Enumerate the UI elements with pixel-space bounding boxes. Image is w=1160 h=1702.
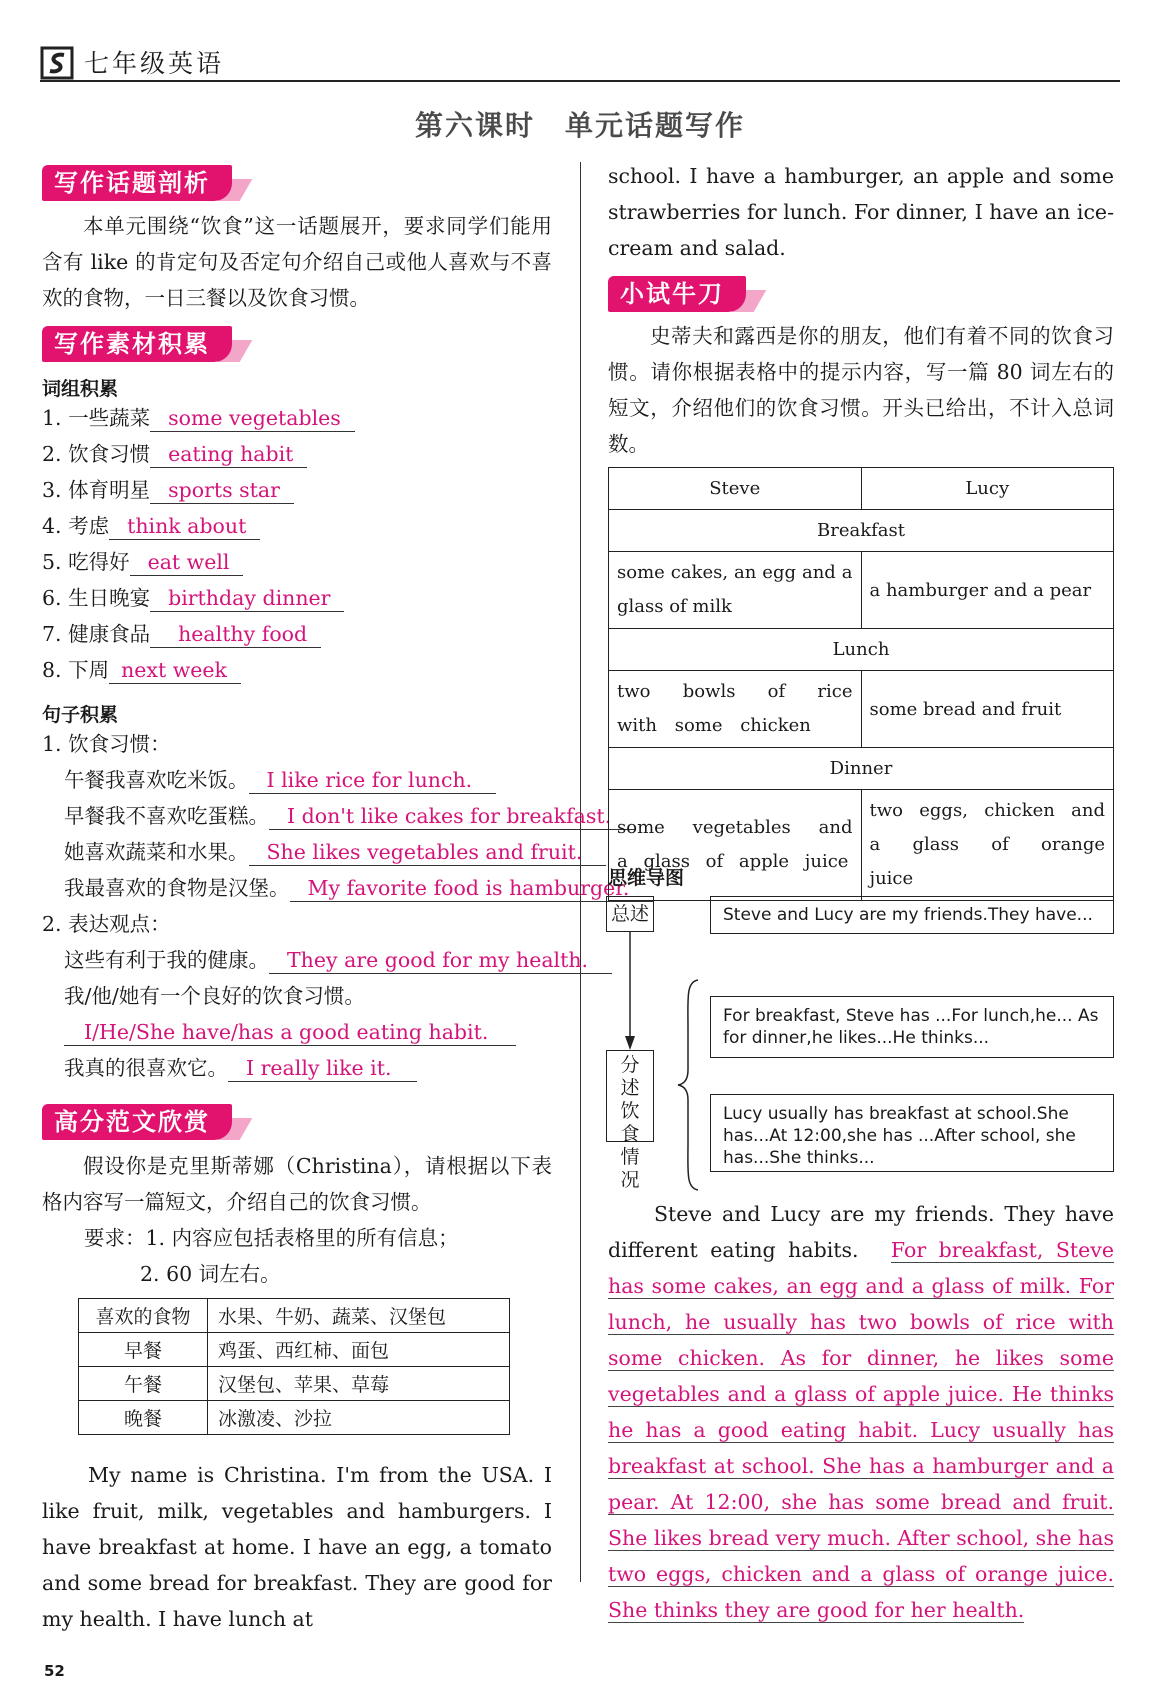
phrase-item: 8. 下周 next week	[42, 652, 355, 688]
sentence-group-1-title: 1. 饮食习惯：	[42, 732, 171, 756]
phrase-answer: birthday dinner	[150, 585, 344, 612]
mind-map-heading: 思维导图	[608, 867, 685, 889]
mind-map-steve-box: For breakfast, Steve has ...For lunch,he... As for dinner,he likes...He thinks...	[710, 996, 1114, 1058]
phrase-item: 6. 生日晚宴 birthday dinner	[42, 580, 355, 616]
sentence-item: 午餐我喜欢吃米饭。 I like rice for lunch.	[64, 762, 653, 798]
table-row: Dinner	[609, 748, 1114, 790]
mind-map-brace-icon	[676, 978, 706, 1192]
sentence-item: 她喜欢蔬菜和水果。 She likes vegetables and fruit.	[64, 834, 653, 870]
sentence-group-2-title: 2. 表达观点：	[42, 912, 171, 936]
table-row: some cakes, an egg and a glass of milk a hamburger and a pear	[609, 552, 1114, 629]
sentence-answer: My favorite food is hamburger.	[290, 875, 654, 902]
table-row: 喜欢的食物 水果、牛奶、蔬菜、汉堡包	[79, 1299, 510, 1333]
book-title: 七年级英语	[84, 49, 225, 78]
phrase-list	[42, 400, 355, 688]
sentence-item: 早餐我不喜欢吃蛋糕。 I don't like cakes for breakfast.	[64, 798, 653, 834]
requirement-2: 2. 60 词左右。	[140, 1262, 281, 1286]
lesson-title: 第六课时 单元话题写作	[414, 109, 745, 142]
sentence-heading: 句子积累	[42, 704, 119, 726]
phrase-answer: sports star	[150, 477, 294, 504]
phrase-item: 3. 体育明星 sports star	[42, 472, 355, 508]
section-banner-practice: 小试牛刀	[608, 276, 746, 312]
table-row: some vegetables and a glass of apple juice two eggs, chicken and a glass of orange juice	[609, 790, 1114, 901]
steve-lucy-table	[608, 467, 1114, 901]
section-banner-material: 写作素材积累	[42, 326, 232, 362]
model-essay-prompt: 假设你是克里斯蒂娜（Christina），请根据以下表格内容写一篇短文，介绍自己的饮食习惯。	[42, 1154, 552, 1214]
sentence-answer: They are good for my health.	[269, 947, 612, 974]
mind-map-overview-box: Steve and Lucy are my friends.They have...	[710, 896, 1114, 934]
phrase-item: 7. 健康食品 healthy food	[42, 616, 355, 652]
phrase-answer: some vegetables	[150, 405, 355, 432]
sentence-item	[64, 1014, 612, 1050]
sentence-answer: I like rice for lunch.	[249, 767, 497, 794]
table-row: 晚餐 冰激凌、沙拉	[79, 1401, 510, 1435]
sentence-group-2	[64, 942, 612, 1086]
practice-essay-start: Steve and Lucy are my friends. They have different eating habits.	[608, 1202, 1114, 1262]
table-row: Lunch	[609, 629, 1114, 671]
sentence-item: 我最喜欢的食物是汉堡。 My favorite food is hamburger.	[64, 870, 653, 906]
phrase-item: 1. 一些蔬菜 some vegetables	[42, 400, 355, 436]
christina-food-table	[78, 1298, 510, 1435]
sentence-answer: I/He/She have/has a good eating habit.	[64, 1019, 516, 1046]
mind-map-detail-label: 分述饮食情况	[606, 1050, 654, 1142]
phrase-item: 5. 吃得好 eat well	[42, 544, 355, 580]
phrase-answer: healthy food	[150, 621, 321, 648]
mind-map-lucy-box: Lucy usually has breakfast at school.She has...At 12:00,she has ...After school, she has...She thinks...	[710, 1094, 1114, 1172]
mind-map-arrow-icon	[620, 932, 660, 1052]
phrase-item: 4. 考虑 think about	[42, 508, 355, 544]
phrase-answer: eating habit	[150, 441, 307, 468]
sentence-group-1	[64, 762, 653, 906]
phrase-item: 2. 饮食习惯 eating habit	[42, 436, 355, 472]
practice-prompt: 史蒂夫和露西是你的朋友，他们有着不同的饮食习惯。请你根据表格中的提示内容，写一篇 80 词左右的短文，介绍他们的饮食习惯。开头已给出，不计入总词数。	[608, 324, 1114, 456]
mind-map-overview-label: 总述	[606, 896, 654, 932]
phrase-answer: think about	[109, 513, 260, 540]
table-row: Breakfast	[609, 510, 1114, 552]
sentence-item: 这些有利于我的健康。 They are good for my health.	[64, 942, 612, 978]
phrase-answer: next week	[109, 657, 241, 684]
model-essay-continued: school. I have a hamburger, an apple and some strawberries for lunch. For dinner, I have an ice-cream and salad.	[608, 164, 1114, 260]
practice-essay	[608, 1196, 1114, 1628]
table-row: two bowls of rice with some chicken some bread and fruit	[609, 671, 1114, 748]
phrase-heading: 词组积累	[42, 378, 119, 400]
section-banner-topic-analysis: 写作话题剖析	[42, 165, 232, 201]
practice-essay-answer: For breakfast, Steve has some cakes, an egg and a glass of milk. For lunch, he usually has two bowls of rice with some chicken. As for dinner, he likes some vegetables and a glass of apple juice. He thinks he has a good eating habit. Lucy usually has breakfast at school. She has a hamburger and a pear. At 12:00, she has some bread and fruit. She likes bread very much. After school, she has two eggs, chicken and a glass of orange juice. She thinks they are good for her health.	[608, 1238, 1114, 1622]
book-s-logo-icon	[40, 46, 74, 80]
page-number: 52	[44, 1662, 65, 1680]
table-row: 早餐 鸡蛋、西红柿、面包	[79, 1333, 510, 1367]
sentence-answer: I don't like cakes for breakfast.	[269, 803, 635, 830]
sentence-answer: I really like it.	[228, 1055, 417, 1082]
section-banner-model-essay: 高分范文欣赏	[42, 1104, 232, 1140]
requirement-1: 要求：1. 内容应包括表格里的所有信息；	[84, 1226, 459, 1250]
table-row: 午餐 汉堡包、苹果、草莓	[79, 1367, 510, 1401]
header-rule	[40, 80, 1120, 82]
phrase-answer: eat well	[130, 549, 244, 576]
sentence-answer: She likes vegetables and fruit.	[249, 839, 607, 866]
table-row: Steve Lucy	[609, 468, 1114, 510]
sentence-item: 我/他/她有一个良好的饮食习惯。	[64, 984, 365, 1008]
sentence-item: 我真的很喜欢它。 I really like it.	[64, 1050, 612, 1086]
model-essay-text: My name is Christina. I'm from the USA. I like fruit, milk, vegetables and hamburgers. I have breakfast at home. I have an egg, a tomato and some bread for breakfast. They are good for my health. I have lunch at	[42, 1463, 552, 1631]
topic-analysis-text: 本单元围绕“饮食”这一话题展开，要求同学们能用含有 like 的肯定句及否定句介绍自己或他人喜欢与不喜欢的食物，一日三餐以及饮食习惯。	[42, 214, 552, 310]
